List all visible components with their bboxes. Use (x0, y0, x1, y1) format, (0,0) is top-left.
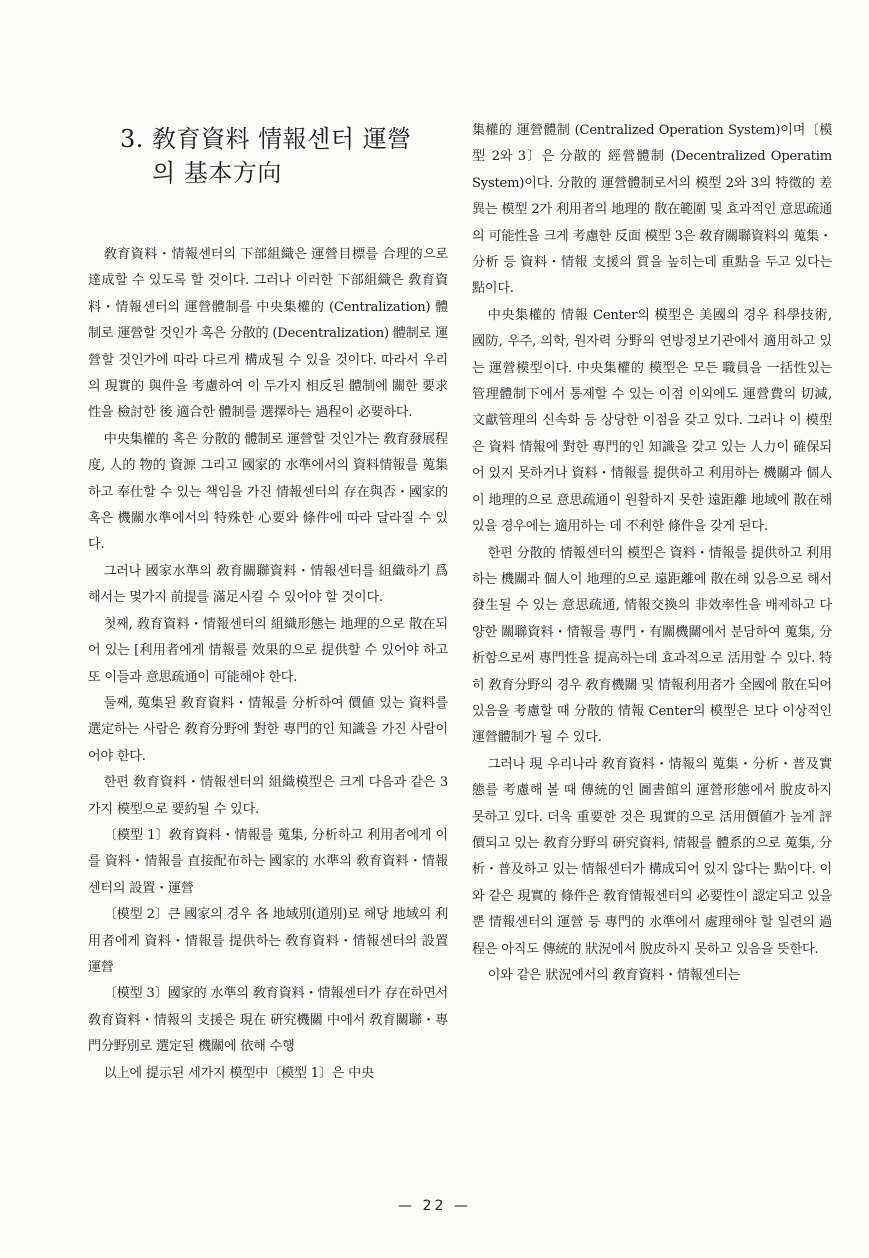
section-title-line1: 3. 敎育資料 情報센터 運營 (120, 125, 412, 153)
paragraph: 그러나 國家水準의 敎育關聯資料・情報센터를 組織하기 爲해서는 몇가지 前提를 滿足시킬 수 있어야 할 것이다. (88, 563, 448, 606)
paragraph: 한편 分散的 情報센터의 模型은 資料・情報를 提供하고 利用하는 機關과 個人이 地理的으로 遠距離에 散在해 있음으로 해서 發生될 수 있는 意思疏通, 情報交換의 非效率性을 배제하고 다양한 關聯資料・情報를 專門・有關機關에서 분담하여 蒐集, 分析함으로써 專門性을 提高하는데 효과적으로 活用할 수 있다. 特히 敎育分野의 경우 敎育機關 및 情報利用者가 全國에 散在되어 있음을 考慮할 때 分散的 情報 Center의 模型은 보다 이상적인 運營體制가 될 수 있다. (472, 545, 832, 746)
model-2-item: 〔模型 2〕큰 國家의 경우 各 地域別(道別)로 해당 地域의 利用者에게 資料・情報를 提供하는 敎育資料・情報센터의 設置 運營 (88, 907, 448, 975)
section-title-line2: 의 基本方向 (152, 159, 282, 187)
paragraph: 한편 敎育資料・情報센터의 組織模型은 크게 다음과 같은 3가지 模型으로 要約될 수 있다. (88, 775, 448, 817)
model-3-item: 〔模型 3〕國家的 水準의 敎育資料・情報센터가 存在하면서 敎育資料・情報의 支援은 現在 硏究機關 中에서 敎育關聯・專門分野別로 選定된 機關에 依해 수행 (88, 986, 448, 1055)
model-1-item: 〔模型 1〕敎育資料・情報를 蒐集, 分析하고 利用者에게 이를 資料・情報를 直接配布하는 國家的 水準의 敎育資料・情報센터의 設置・運營 (88, 827, 448, 896)
paragraph: 中央集權的 혹은 分散的 體制로 運營할 것인가는 敎育發展程度, 人的 物的 資源 그리고 國家的 水準에서의 資料情報를 蒐集하고 奉仕할 수 있는 책임을 가진 情報센터의 存在與否・國家的 혹은 機關水準에서의 特殊한 心要와 條件에 따라 달라질 수 있다. (88, 431, 448, 553)
right-column (472, 118, 832, 989)
paragraph: 둘째, 蒐集된 敎育資料・情報를 分析하여 價値 있는 資料를 選定하는 사람은 敎育分野에 對한 專門的인 知識을 가진 사람이어야 한다. (88, 695, 448, 764)
paragraph: 以上에 提示된 세가지 模型中〔模型 1〕은 中央 (103, 1065, 374, 1081)
left-column (88, 0, 448, 1087)
paragraph: 敎育資料・情報센터의 下部組織은 運營目標를 合理的으로 達成할 수 있도록 할 것이다. 그러나 이러한 下部組織은 敎育資料・情報센터의 運營體制를 中央集權的 (Centralization) 體制로 運營할 것인가 혹은 分散的 (Decentralization) 體制로 運營할 것인가에 따라 다르게 構成될 수 있을 것이다. 따라서 우리의 現實的 與件을 考慮하여 이 두가지 相反된 體制에 關한 要求性을 檢討한 後 適合한 體制를 選擇하는 過程이 必要하다. (88, 247, 448, 421)
page-number: — 22 — (398, 1198, 471, 1214)
paragraph: 그러나 現 우리나라 敎育資料・情報의 蒐集・分析・普及實態를 考慮해 볼 때 傳統的인 圖書館의 運營形態에서 脫皮하지 못하고 있다. 더욱 重要한 것은 現實的으로 活用價値가 높게 評價되고 있는 敎育分野의 硏究資料, 情報를 體系的으로 蒐集, 分析・普及하고 있는 情報센터가 構成되어 있지 않다는 點이다. 이와 같은 現實的 條件은 敎育情報센터의 必要性이 認定되고 있을 뿐 情報센터의 運營 등 專門的 水準에서 處理해야 할 일련의 過程은 아직도 傳統的 狀況에서 脫皮하지 못하고 있음을 뜻한다. (472, 756, 832, 957)
paragraph: 이와 같은 狀況에서의 敎育資料・情報센터는 (487, 968, 741, 983)
paragraph: 中央集權的 情報 Center의 模型은 美國의 경우 科學技術, 國防, 우주, 의학, 원자력 分野의 연방정보기관에서 適用하고 있는 運營模型이다. 中央集權的 模型은 모든 職員을 一括性있는 管理體制下에서 통제할 수 있는 이점 이외에도 運營費의 切減, 文獻管理의 신속화 등 상당한 이점을 갖고 있다. 그러나 이 模型은 資料 情報에 對한 專門的인 知識을 갖고 있는 人力이 確保되어 있지 못하거나 資料・情報를 提供하고 利用하는 機關과 個人이 地理的으로 意思疏通이 원활하지 못한 遠距離 地域에 散在해 있을 경우에는 適用하는 데 不利한 條件을 갖게 된다. (472, 307, 832, 535)
paragraph: 첫째, 敎育資料・情報센터의 組織形態는 地理的으로 散在되어 있는 [利用者에게 情報를 效果的으로 提供할 수 있어야 하고 또 이들과 意思疏通이 可能해야 한다. (88, 616, 448, 685)
section-title (120, 122, 448, 190)
paragraph: 集權的 運營體制 (Centralized Operation System)이며〔模型 2와 3〕은 分散的 經營體制 (Decentralized Operatim System)이다. 分散的 運營體制로서의 模型 2와 3의 特徵的 差異는 模型 2가 利用者의 地理的 散在範圍 및 효과적인 意思疏通의 可能性을 크게 考慮한 反面 模型 3은 敎育關聯資料의 蒐集・分析 등 資料・情報 支援의 質을 높히는데 重點을 두고 있다는 點이다. (472, 123, 832, 297)
